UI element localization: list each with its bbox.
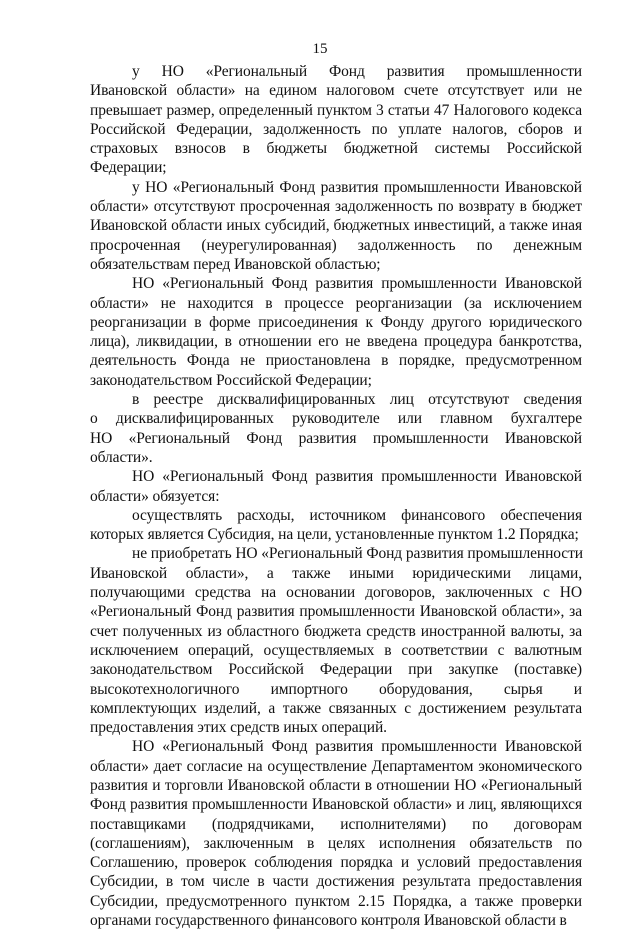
text-line: области» не находится в процессе реорганизации (за исключением [90,294,582,312]
text-line: которых является Субсидия, на цели, установленные пунктом 1.2 Порядка; [90,526,579,544]
text-line: деятельность Фонда не приостановлена в порядке, предусмотренном [90,352,582,370]
text-line: «Региональный Фонд развития промышленности Ивановской области», за [90,603,582,621]
text-line: НО «Региональный Фонд развития промышленности Ивановской [132,738,582,756]
paragraph [90,62,582,178]
text-line: лица), ликвидации, в отношении его не введена процедура банкротства, [90,333,582,351]
text-line: высокотехнологичного импортного оборудования, сырья и [90,680,582,698]
text-line: комплектующих изделий, а также связанных с достижением результата [90,699,582,717]
text-line: исключением операций, осуществляемых в соответствии с валютным [90,641,582,659]
text-line: НО «Региональный Фонд развития промышленности Ивановской [90,429,582,447]
text-line: Субсидии, в том числе в части достижения результата предоставления [90,873,582,891]
text-line: у НО «Региональный Фонд развития промышленности [132,63,582,80]
text-line: получающими средства на основании договоров, заключенных с НО [90,584,582,602]
text-line: не приобретать НО «Региональный Фонд развития промышленности [132,545,583,563]
text-line: у НО «Региональный Фонд развития промышленности Ивановской [132,178,582,196]
paragraph [90,467,582,506]
text-line: НО «Региональный Фонд развития промышленности Ивановской [132,468,582,486]
text-line: Ивановской области», а также иными юридическими лицами, [90,564,582,582]
text-line: (соглашениям), заключенным в целях исполнения обязательств по [90,834,582,852]
text-line: области». [90,448,153,466]
text-line: в реестре дисквалифицированных лиц отсутствуют сведения [132,391,582,409]
text-line: Федерации; [90,159,167,177]
paragraph [90,178,582,274]
text-line: осуществлять расходы, источником финансового обеспечения [132,506,582,524]
text-line: страховых взносов в бюджеты бюджетной системы Российской [90,140,582,158]
text-line: НО «Региональный Фонд развития промышленности Ивановской [132,275,582,293]
text-line: области» дает согласие на осуществление Департаментом экономического [90,757,582,775]
text-line: развития и торговли Ивановской области в отношении НО «Региональный [90,776,582,794]
text-line: органами государственного финансового контроля Ивановской области в [90,912,567,930]
paragraph [90,274,582,390]
paragraph [90,737,582,930]
text-line: счет полученных из областного бюджета средств иностранной валюты, за [90,622,582,640]
page-number: 15 [312,41,328,57]
text-line: области» отсутствуют просроченная задолженность по возврату в бюджет [90,198,582,216]
text-line: поставщиками (подрядчиками, исполнителями) по договорам [90,815,582,833]
text-line: предоставления этих средств иных операций. [90,719,387,737]
text-line: обязательствам перед Ивановской областью; [90,255,381,273]
text-line: реорганизации в форме присоединения к Фонду другого юридического [90,313,582,331]
text-line: законодательством Российской Федерации при закупке (поставке) [90,661,582,679]
text-line: превышает размер, определенный пунктом 3 статьи 47 Налогового кодекса [90,101,582,119]
text-line: Ивановской области иных субсидий, бюджетных инвестиций, а также иная [90,217,582,235]
text-line: Субсидии, предусмотренного пунктом 2.15 Порядка, а также проверки [90,892,582,910]
text-line: Российской Федерации, задолженность по уплате налогов, сборов и [90,120,582,138]
text-line: просроченная (неурегулированная) задолженность по денежным [90,236,582,254]
document-body [90,62,582,930]
text-line: Фонд развития промышленности Ивановской области» и лиц, являющихся [90,796,582,814]
paragraph [90,390,582,467]
text-line: Соглашению, проверок соблюдения порядка и условий предоставления [90,854,582,872]
paragraph [90,506,582,545]
text-line: области» обязуется: [90,487,220,505]
text-line: Ивановской области» на едином налоговом счете отсутствует или не [90,82,582,100]
paragraph [90,544,582,737]
text-line: о дисквалифицированных руководителе или главном бухгалтере [90,410,582,428]
text-line: законодательством Российской Федерации; [90,371,372,389]
